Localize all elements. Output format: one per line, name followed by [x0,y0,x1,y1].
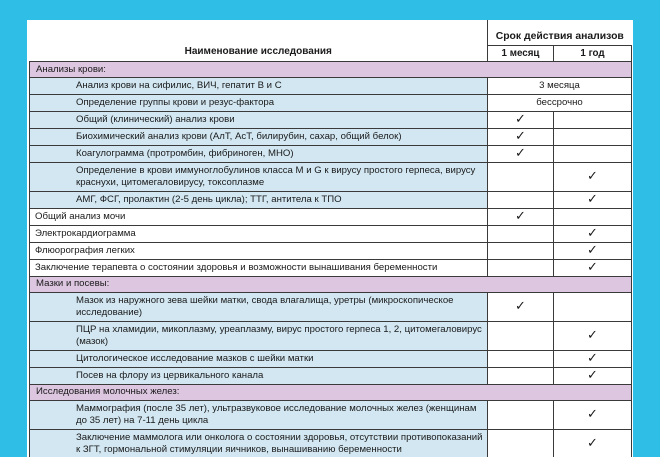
validity-month-cell [488,208,554,225]
test-name: Цитологическое исследование мазков с шейки матки [30,350,488,367]
header-one-year: 1 год [554,46,632,62]
table-row [30,429,632,457]
test-name: Биохимический анализ крови (АлТ, АсТ, билирубин, сахар, общий белок) [30,128,488,145]
validity-month-cell [488,191,554,208]
validity-year-cell [554,208,632,225]
validity-month-cell [488,321,554,350]
validity-month-cell [488,400,554,429]
check-icon: ✓ [515,128,526,144]
test-name: Общий анализ мочи [30,208,488,225]
check-icon: ✓ [587,259,598,275]
test-name: Анализ крови на сифилис, ВИЧ, гепатит В и С [30,78,488,95]
header-one-month: 1 месяц [488,46,554,62]
check-icon: ✓ [587,350,598,366]
test-name: Маммография (после 35 лет), ультразвуковое исследование молочных желез (женщинам до 35 лет) на 7-11 день цикла [30,400,488,429]
validity-month-cell [488,242,554,259]
validity-month-cell [488,162,554,191]
validity-span: бессрочно [488,94,632,111]
validity-year-cell [554,225,632,242]
test-name: Флюорография легких [30,242,488,259]
check-icon: ✓ [515,145,526,161]
table-row [30,94,632,111]
table-row [30,111,632,128]
validity-year-cell [554,350,632,367]
validity-year-cell [554,429,632,457]
category-label: Мазки и посевы: [30,276,632,292]
validity-year-cell [554,162,632,191]
analysis-validity-table-sheet [27,20,633,457]
validity-month-cell [488,259,554,276]
validity-year-cell [554,191,632,208]
table-row [30,321,632,350]
table-row [30,208,632,225]
validity-month-cell [488,429,554,457]
category-row [30,276,632,292]
validity-year-cell [554,400,632,429]
test-name: Мазок из наружного зева шейки матки, свода влагалища, уретры (микроскопическое исследование) [30,292,488,321]
table-row [30,367,632,384]
test-name: Посев на флору из цервикального канала [30,367,488,384]
validity-year-cell [554,128,632,145]
header-name-column: Наименование исследования [30,20,488,62]
validity-year-cell [554,111,632,128]
header-validity-period: Срок действия анализов [488,20,632,46]
check-icon: ✓ [515,298,526,314]
category-label: Исследования молочных желез: [30,384,632,400]
test-name: Определение в крови иммуноглобулинов класса М и G к вирусу простого герпеса, вирусу краснухи, цитомегаловирусу, токсоплазме [30,162,488,191]
validity-year-cell [554,259,632,276]
category-row [30,384,632,400]
check-icon: ✓ [587,191,598,207]
validity-year-cell [554,367,632,384]
table-row [30,259,632,276]
validity-month-cell [488,145,554,162]
test-name: Электрокардиограмма [30,225,488,242]
check-icon: ✓ [587,367,598,383]
check-icon: ✓ [587,242,598,258]
check-icon: ✓ [515,208,526,224]
table-row [30,78,632,95]
validity-span: 3 месяца [488,78,632,95]
check-icon: ✓ [587,406,598,422]
table-body [30,62,632,457]
test-name: Заключение маммолога или онколога о состоянии здоровья, отсутствии противопоказаний к ЗГТ, гормональной стимуляции яичников, вынашиванию беременности [30,429,488,457]
test-name: ПЦР на хламидии, микоплазму, уреаплазму, вирус простого герпеса 1, 2, цитомегаловирус (мазок) [30,321,488,350]
table-row [30,400,632,429]
table-row [30,128,632,145]
validity-year-cell [554,292,632,321]
test-name: Заключение терапевта о состоянии здоровья и возможности вынашивания беременности [30,259,488,276]
table-row [30,350,632,367]
validity-year-cell [554,145,632,162]
check-icon: ✓ [587,435,598,451]
validity-month-cell [488,367,554,384]
validity-month-cell [488,350,554,367]
validity-month-cell [488,111,554,128]
test-name: Общий (клинический) анализ крови [30,111,488,128]
test-name: АМГ, ФСГ, пролактин (2-5 день цикла); ТТГ, антитела к ТПО [30,191,488,208]
table-row [30,225,632,242]
validity-month-cell [488,128,554,145]
category-row [30,62,632,78]
table-row [30,191,632,208]
check-icon: ✓ [587,225,598,241]
validity-month-cell [488,225,554,242]
validity-year-cell [554,321,632,350]
analysis-validity-table [29,20,632,457]
table-row [30,145,632,162]
check-icon: ✓ [515,111,526,127]
validity-month-cell [488,292,554,321]
validity-year-cell [554,242,632,259]
table-row [30,242,632,259]
category-label: Анализы крови: [30,62,632,78]
check-icon: ✓ [587,168,598,184]
test-name: Определение группы крови и резус-фактора [30,94,488,111]
table-row [30,292,632,321]
test-name: Коагулограмма (протромбин, фибриноген, МНО) [30,145,488,162]
table-row [30,162,632,191]
check-icon: ✓ [587,327,598,343]
